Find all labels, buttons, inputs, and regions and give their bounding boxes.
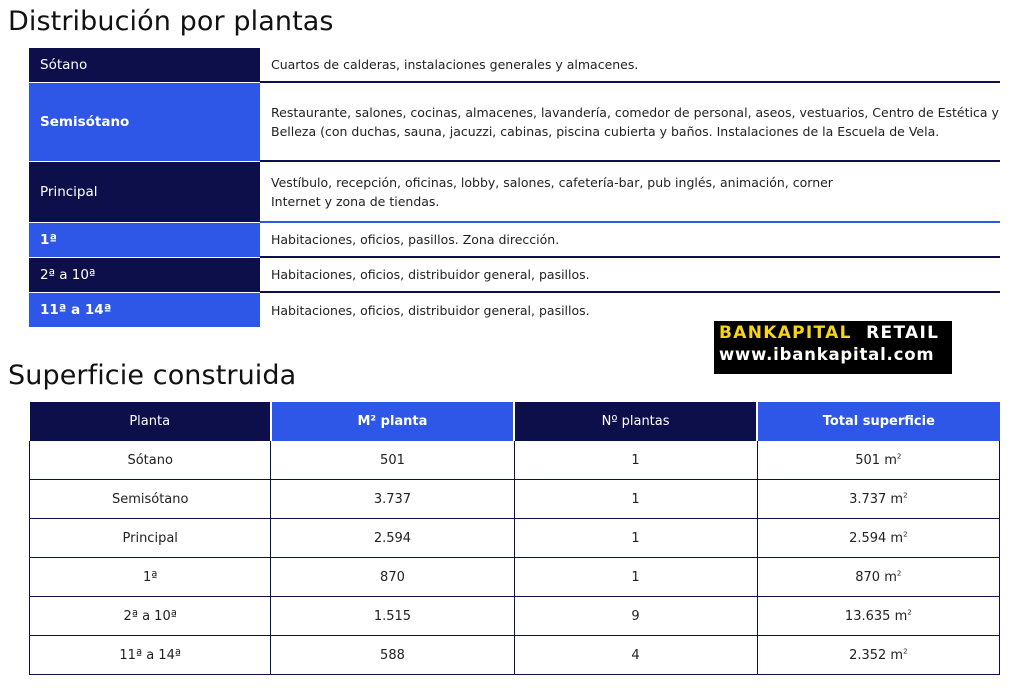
bankapital-logo [714, 321, 952, 374]
distribution-row [29, 258, 1000, 293]
distribution-table [29, 48, 1000, 327]
cell-planta: 11ª a 14ª [30, 636, 271, 675]
column-header: Nº plantas [514, 402, 757, 441]
logo-retail: RETAIL [866, 323, 940, 343]
cell-m2: 1.515 [271, 597, 514, 636]
cell-n: 1 [514, 480, 757, 519]
cell-planta: Principal [30, 519, 271, 558]
cell-total: 3.737 $m^2$ [757, 480, 999, 519]
cell-planta: Sótano [30, 441, 271, 480]
distribution-heading: Distribución por plantas [8, 6, 334, 37]
cell-m2: 3.737 [271, 480, 514, 519]
cell-total: 501 $m^2$ [757, 441, 999, 480]
floor-description: Habitaciones, oficios, distribuidor general, pasillos. [271, 303, 590, 318]
table-row [30, 597, 1000, 636]
floor-description: Cuartos de calderas, instalaciones generales y almacenes. [260, 48, 1000, 83]
cell-planta: 1ª [30, 558, 271, 597]
table-row [30, 441, 1000, 480]
column-header: Planta [30, 402, 271, 441]
cell-n: 1 [514, 519, 757, 558]
table-row [30, 636, 1000, 675]
cell-planta: Semisótano [30, 480, 271, 519]
distribution-row [29, 162, 1000, 223]
distribution-row [29, 83, 1000, 162]
cell-m2: 588 [271, 636, 514, 675]
distribution-row [29, 223, 1000, 258]
column-header: Total superficie [757, 402, 999, 441]
cell-n: 9 [514, 597, 757, 636]
floor-label: Principal [29, 162, 260, 222]
cell-planta: 2ª a 10ª [30, 597, 271, 636]
distribution-row [29, 48, 1000, 83]
logo-url: www.ibankapital.com [719, 345, 935, 364]
floor-description: Habitaciones, oficios, distribuidor general, pasillos. [260, 258, 1000, 293]
floor-description: Habitaciones, oficios, pasillos. Zona dirección. [260, 223, 1000, 258]
column-header: M² planta [271, 402, 514, 441]
floor-label: 11ª a 14ª [29, 293, 260, 327]
floor-label: 2ª a 10ª [29, 258, 260, 292]
cell-m2: 2.594 [271, 519, 514, 558]
table-row [30, 519, 1000, 558]
floor-description: Vestíbulo, recepción, oficinas, lobby, salones, cafetería-bar, pub inglés, animación, corner Internet y zona de tiendas. [260, 162, 1000, 223]
floor-label: 1ª [29, 223, 260, 257]
cell-total: 2.594 $m^2$ [757, 519, 999, 558]
cell-total: 2.352 $m^2$ [757, 636, 999, 675]
floor-label: Sótano [29, 48, 260, 82]
cell-total: 870 $m^2$ [757, 558, 999, 597]
cell-n: 1 [514, 441, 757, 480]
cell-m2: 870 [271, 558, 514, 597]
surface-table [29, 402, 1000, 675]
cell-n: 4 [514, 636, 757, 675]
table-row [30, 558, 1000, 597]
logo-brand: BANKAPITAL [719, 323, 852, 343]
cell-m2: 501 [271, 441, 514, 480]
floor-label: Semisótano [29, 83, 260, 161]
surface-heading: Superficie construida [8, 360, 297, 391]
cell-n: 1 [514, 558, 757, 597]
floor-description: Restaurante, salones, cocinas, almacenes, lavandería, comedor de personal, aseos, vestuarios, Centro de Estética y Belleza (con duchas, sauna, jacuzzi, cabinas, piscina cubierta y baños. Instalaciones de la Escuela de Vela. [260, 83, 1000, 162]
table-row [30, 480, 1000, 519]
cell-total: 13.635 $m^2$ [757, 597, 999, 636]
